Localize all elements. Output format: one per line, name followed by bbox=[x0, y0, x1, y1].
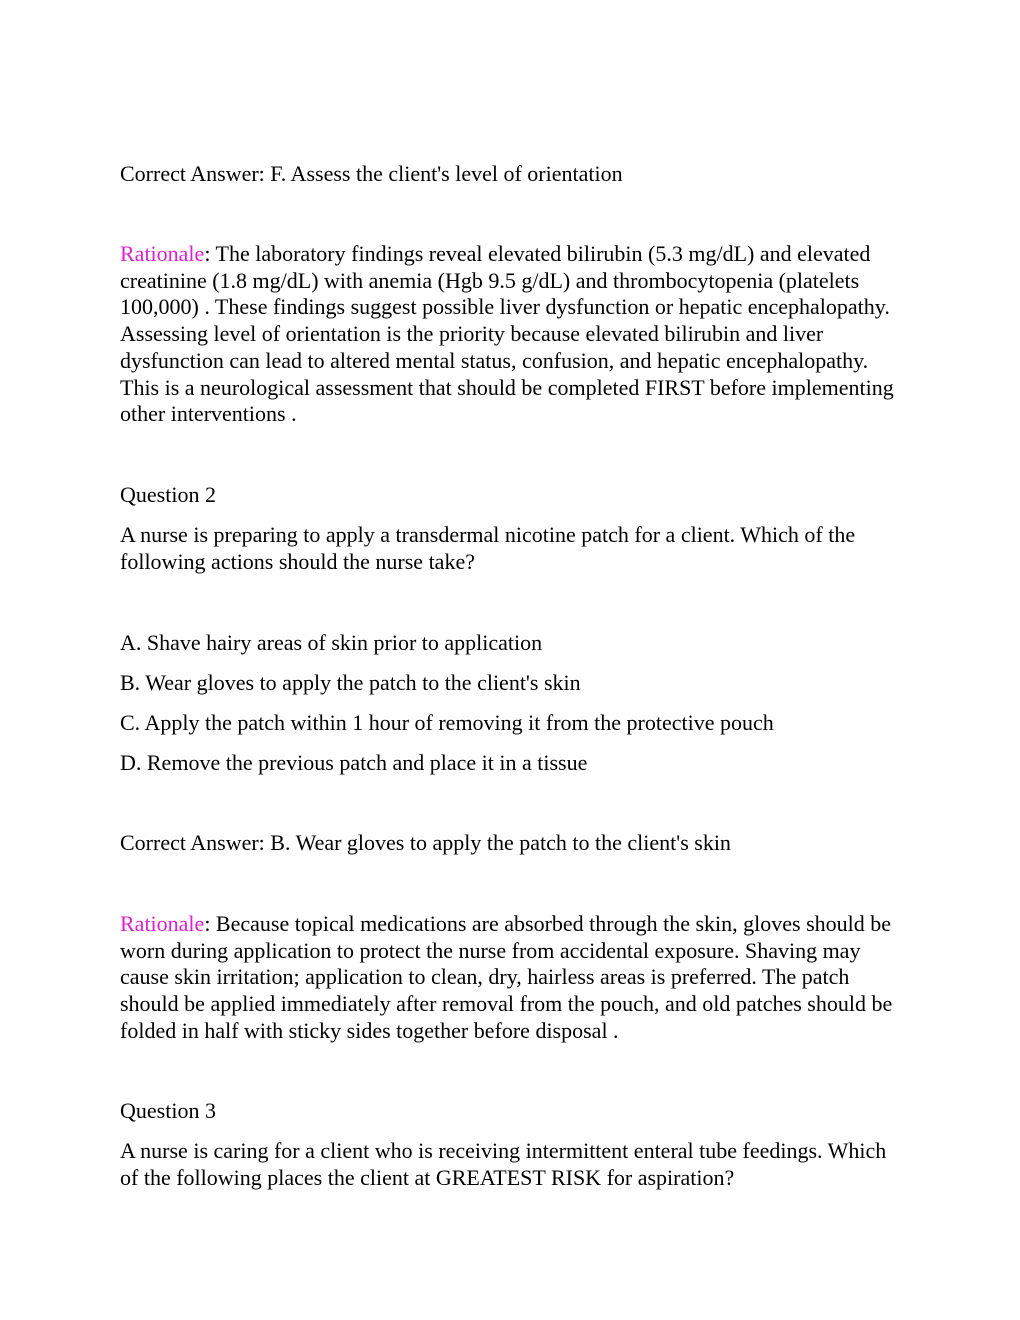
correct-answer-q1: Correct Answer: F. Assess the client's level of orientation bbox=[120, 161, 623, 186]
question-2-stem: A nurse is preparing to apply a transdermal nicotine patch for a client. Which of the following actions should the nurse take? bbox=[120, 522, 856, 574]
question-3-heading: Question 3 bbox=[120, 1098, 216, 1123]
rationale-q2 bbox=[120, 911, 910, 1045]
rationale-text: : The laboratory findings reveal elevated bilirubin (5.3 mg/dL) and elevated creatinine (1.8 mg/dL) with anemia (Hgb 9.5 g/dL) and thrombocytopenia (platelets 100,000) . These findings suggest possible liver dysfunction or hepatic encephalopathy. Assessing level of orientation is the priority because elevated bilirubin and liver dysfunction can lead to altered mental status, confusion, and hepatic encephalopathy. This is a neurological assessment that should be completed FIRST before implementing other interventions . bbox=[120, 241, 894, 427]
answer-option-b: B. Wear gloves to apply the patch to the client's skin bbox=[120, 670, 581, 695]
rationale-q1 bbox=[120, 241, 910, 428]
rationale-label: Rationale bbox=[120, 241, 205, 266]
answer-option-d: D. Remove the previous patch and place it in a tissue bbox=[120, 750, 588, 775]
answer-option-a: A. Shave hairy areas of skin prior to application bbox=[120, 630, 543, 655]
rationale-text: : Because topical medications are absorbed through the skin, gloves should be worn during application to protect the nurse from accidental exposure. Shaving may cause skin irritation; application to clean, dry, hairless areas is preferred. The patch should be applied immediately after removal from the pouch, and old patches should be folded in half with sticky sides together before disposal . bbox=[120, 911, 893, 1043]
correct-answer-q2: Correct Answer: B. Wear gloves to apply the patch to the client's skin bbox=[120, 830, 731, 855]
question-3-stem: A nurse is caring for a client who is receiving intermittent enteral tube feedings. Which of the following places the client at GREATEST RISK for aspiration? bbox=[120, 1138, 887, 1190]
question-2-heading: Question 2 bbox=[120, 482, 216, 507]
rationale-label: Rationale bbox=[120, 911, 205, 936]
answer-option-c: C. Apply the patch within 1 hour of removing it from the protective pouch bbox=[120, 710, 774, 735]
